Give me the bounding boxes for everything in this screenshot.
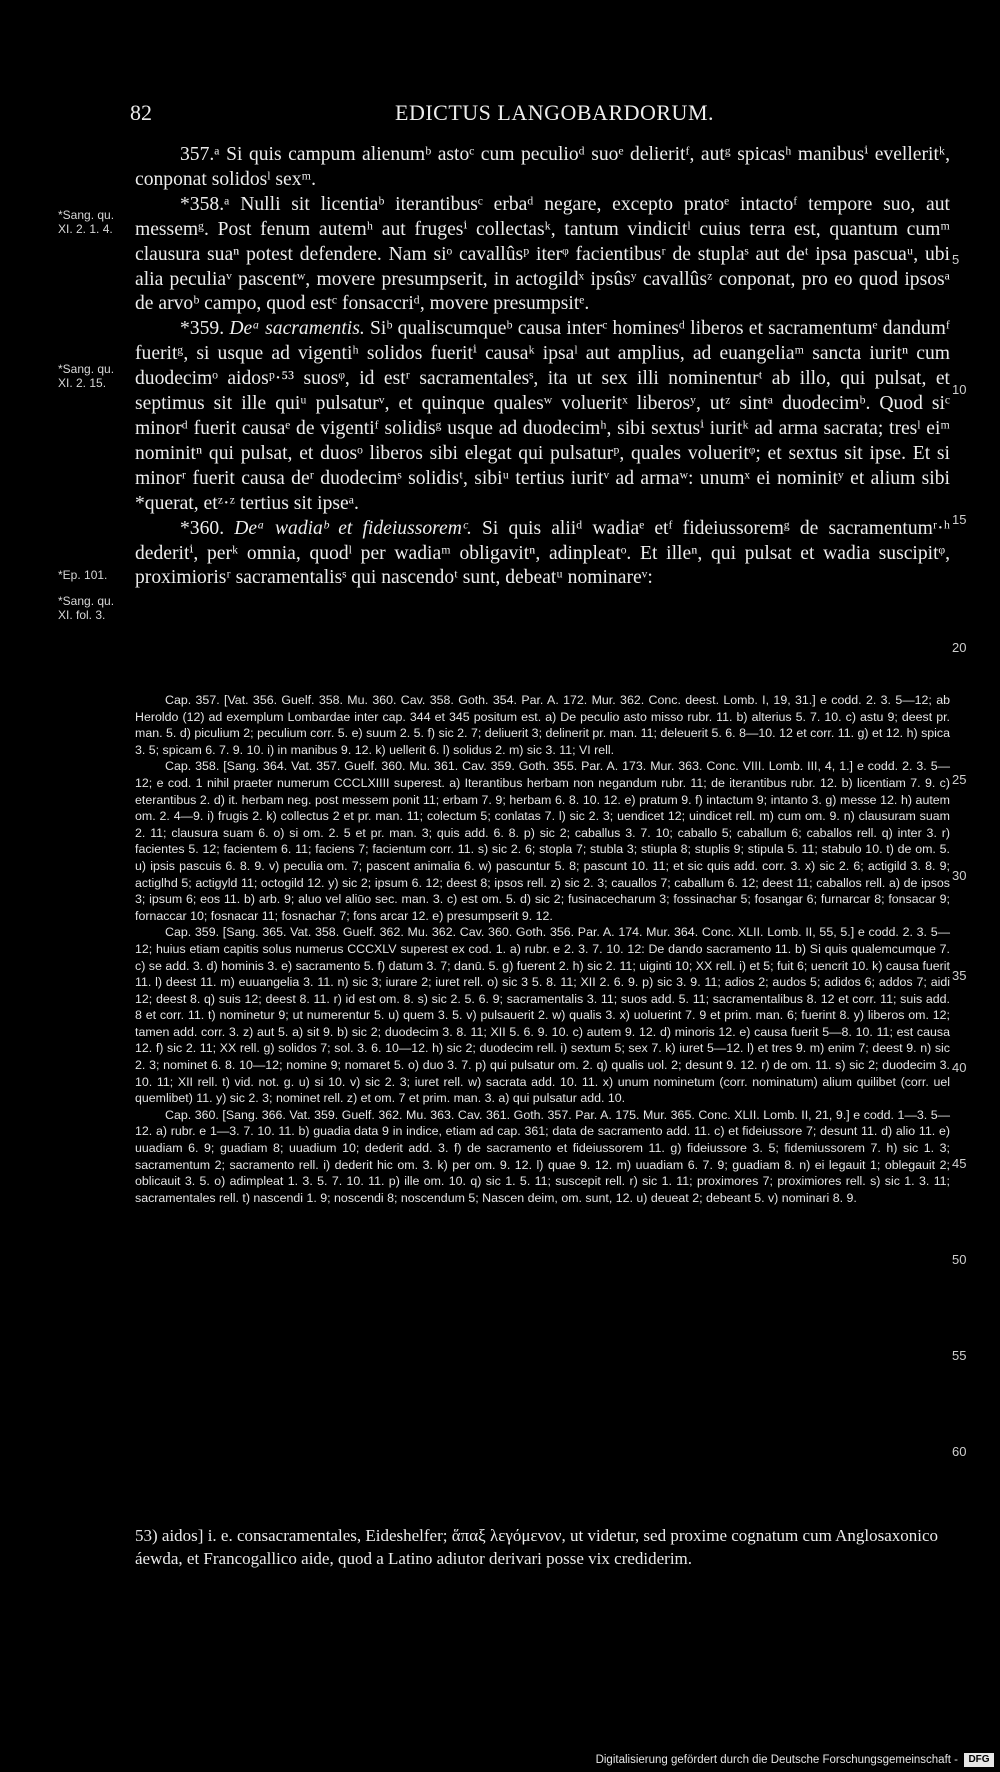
chapter-360 <box>135 517 950 592</box>
line-number: 30 <box>952 868 967 883</box>
chapter-body: Siᵇ qualiscumqueᵇ causa interᶜ hominesᵈ liberos et sacramentumᵉ dandumᶠ fueritᵍ, si usque ad vigentiʰ solidos fueritⁱ causaᵏ ipsaˡ aut amplius, ad euangeliaᵐ sancta iuritⁿ cum duodecimᵒ aidosᵖ·⁵³ suosᵠ, id estʳ sacramentalesˢ, ita ut sex illi nominenturᵗ ab illo, qui pulsat, et septimus sit ille quiᵘ pulsaturᵛ, et quinque qualesʷ volueritˣ liberosʸ, utᶻ sintᵃ duodecimᵇ. Quod siᶜ minorᵈ fuerit causaᵉ de vigentiᶠ solidisᵍ usque ad duodecimʰ, sibi sextusⁱ iuritᵏ ad arma sacrata; tresˡ eiᵐ nominitⁿ qui pulsat, et duosᵒ liberos sibi elegat qui pulsaturᵖ, quales volueritᵠ; et sextus sit ipse. Et si minorʳ fuerit causa deʳ duodecimˢ solidisᵗ, sibiᵘ tertius iuritᵛ ad armaʷ: unumˣ ei nominitʸ et alium sibi *querat, etᶻ·ᶻ tertius sit ipseᵃ. <box>135 318 950 514</box>
apparatus-cap-357: Cap. 357. [Vat. 356. Guelf. 358. Mu. 360. Cav. 358. Goth. 354. Par. A. 172. Mur. 362. Conc. deest. Lomb. I, 19, 31.] e codd. 2. 3. 5—12; ab Heroldo (12) ad exemplum Lombardae inter cap. 344 et 345 positum est. a) De peculio asto misso rubr. 11. b) alterius 5. 7. 10. c) astu 9; deest pr. man. 5. d) piculium 2; peculium corr. 5. e) suum 2. 5. f) sic 2. 7; deliuerit 3; delinerit pr. man. 11; deleuerit 5. 6. 8—10. 12 et corr. 11. g) et 12. h) spica 3. 5; spicam 6. 7. 9. 10. i) in manibus 9. 12. k) uellerit 6. l) solidus 2. m) sic 3. 11; VI rell. <box>135 693 950 757</box>
margin-note-epistle: *Ep. 101. <box>58 568 108 582</box>
line-number: 35 <box>952 968 967 983</box>
apparatus-cap-359: Cap. 359. [Sang. 365. Vat. 358. Guelf. 362. Mu. 362. Cav. 360. Goth. 356. Par. A. 174. Mur. 364. Conc. XLII. Lomb. II, 55, 5.] e codd. 2. 3. 5—12; huius etiam capitis solus numerus CCCXLV superest ex cod. 1. a) rubr. e 2. 3. 7. 10. 12: De dando sacramento 11. b) Si quis qualemcumque 7. c) se add. 3. d) hominis 3. e) sacramento 5. f) datum 3. 7; danū. 5. g) fuerent 2. h) sic 2. 11; uiginti 10; XX rell. i) et 5; fuit 6; uencrit 10. k) causa fuerit 11. l) deest 11. m) euuangelia 3. 11. n) sic 3; iurare 2; iuret rell. o) sic 3 5. 8. 11; XII 2. 6. 9. p) sic 3. 9. 11; adios 2; audos 5; adidos 6; addos 7; aidi 12; deest 8. q) suis 12; deest 8. 11. r) id est om. 8. s) sic 2. 5. 6. 9; sacramentalis 3. 11; suos add. 5. 11; sacramentalibus 8. 12 et corr. 11; suis add. 8 et corr. 11. t) nominetur 9; ut numerentur 5. u) quem 3. 5. v) pulsauerit 2. w) qualis 3. x) uoluerint 7. 9 et prim. man. 6; fuerint 8. y) liberos om. 12; tamen add. corr. 3. z) aut 5. a) sit 9. b) sic 2; duodecim 3. 8. 11; XII 5. 6. 9. 10. c) autem 9. 12. d) minoris 12. e) causa fuerit 5—8. 10. 11; est causa 12. f) sic 2. 11; XX rell. g) solidos 7; sol. 3. 6. 10—12. h) sic 2; duodecim rell. i) sextum 5; sex 7. k) iuret 5—12. l) et tres 9. m) enim 7; deest 9. n) sic 2. 3; nominet 6. 8. 10—12; nomine 9; nomaret 5. o) duo 3. 7. p) qui pulsatur om. 2. q) qualis uol. 2; desunt 9. 12. r) de om. 11. s) sic 2; duodecim 3. 10. 11; XII rell. t) vid. not. g. u) si 10. v) sic 2. 3; iuret rell. w) sacrata add. 10. 11. x) unum nominetum (corr. nominatum) alium quilibet (corr. uel quemlibet) 11. y) sic 2. 3; nominet rell. z) et om. 7 et prim. man. 3. a) qui pulsatur add. 10. <box>135 925 950 1106</box>
chapter-rubric: Deᵃ wadiaᵇ et fideiussoremᶜ. <box>234 517 472 539</box>
chapter-358: *358.ᵃ Nulli sit licentiaᵇ iterantibusᶜ erbaᵈ negare, excepto pratoᵉ intactoᶠ tempore suo, aut messemᵍ. Post fenum autemʰ aut frugesⁱ collectasᵏ, tantum vindicitˡ cuius terra est, quantum cumᵐ clausura suaⁿ potest defendere. Nam siᵒ cavallûsᵖ iterᵠ facientibusʳ de stuplaˢ aut deᵗ ipsa pascuaᵘ, ubi alia peculiaᵛ pascentʷ, movere presumpserit, in actogildˣ ipsûsʸ cavallûsᶻ conponat, pro eo quod ipsosᵃ de arvoᵇ campo, quod estᶜ fonsaccriᵈ, movere presumpsitᵉ. <box>135 193 950 315</box>
chapter-rubric: Deᵃ sacramentis. <box>229 318 365 340</box>
line-number: 45 <box>952 1156 967 1171</box>
dfg-logo: DFG <box>964 1753 994 1767</box>
margin-note-360: *Sang. qu. XI. fol. 3. <box>58 594 115 622</box>
line-number: 15 <box>952 512 967 527</box>
line-number: 25 <box>952 772 967 787</box>
running-title: EDICTUS LANGOBARDORUM. <box>395 100 715 125</box>
critical-apparatus <box>135 692 950 1206</box>
chapter-body: Si quis aliiᵈ wadiaᵉ etᶠ fideiussoremᵍ de sacramentumʳ·ʰ dederitⁱ, perᵏ omnia, quodˡ per wadiaᵐ obligavitⁿ, adinpleatᵒ. Et illeⁿ, qui pulsat et wadia suscipitᵠ, proximiorisʳ sacramentalisˢ qui nascendoᵗ sunt, debeatᵘ nominareᵛ: <box>135 517 950 589</box>
chapter-number: *359. <box>180 318 225 340</box>
margin-note-359: *Sang. qu. XI. 2. 15. <box>58 362 115 390</box>
digitization-credit: Digitalisierung gefördert durch die Deutsche Forschungsgemeinschaft - <box>595 1754 958 1766</box>
line-number: 20 <box>952 640 967 655</box>
footnote-53: 53) aidos] i. e. consacramentales, Eideshelfer; ἅπαξ λεγόμενον, ut videtur, sed proxime cognatum cum Anglosaxonico áewda, et Francogallico aide, quod a Latino adiutor derivari posse vix crediderim. <box>135 1526 939 1568</box>
line-number: 40 <box>952 1060 967 1075</box>
apparatus-cap-358: Cap. 358. [Sang. 364. Vat. 357. Guelf. 360. Mu. 361. Cav. 359. Goth. 355. Par. A. 173. Mur. 363. Conc. VIII. Lomb. III, 4, 1.] e codd. 2. 3. 5—12; e cod. 1 nihil praeter numerum CCCLXIIII superest. a) Iterantibus herbam non negandum rubr. 11; de iterantibus rubr. 12. b) licentiam 7. 9. c) eterantibus 2. d) it. herbam neg. post messem ponit 11; erbam 7. 9; herbam 6. 8. 10. 12. e) pratum 9. f) intactum 9; intanto 3. g) messe 12. h) autem om. 2. 4—9. i) frugis 2. k) collectus 2 et pr. man. 11; colectum 5; conlatas 7. l) sic 2. 3; uendicet 12; uindicet rell. m) cum om. 9. n) clausuram suam 2. 11; clausura suam 6. o) si om. 2. 5 et pr. man. 3; quis add. 6. 8. p) sic 2; caballus 3. 7. 10; caballo 5; caballum 6; caballos rell. q) inter 3. r) facientes 5. 12; facientem 6. 11; faciens 7; facientum corr. 11. s) sic 2. 6; stopla 7; stubla 3; stiupla 8; stuplis 9; stipula 5. 11; stabulo 10. t) de om. 5. u) ipsis pascuis 6. 8. 9. v) peculia om. 7; pascent animalia 6. w) pascuntur 5. 8; pascunt 10. 11; et sic quis add. corr. 3. x) sic 2. 6; actigild 3. 8. 9; actiglhd 5; actigyld 11; octogild 12. y) sic 2; ipsum 6. 12; deest 8; ipsos rell. z) sic 2. 3; cauallos 7; caballum 6. 12; deest 11; caballos rell. a) de ipsos 3; ipsum 6; eos 11. b) arb. 9; aluo vel aliūo sec. man. 3. c) est om. 5. d) sic 2; fusinacecharum 3; fossinachar 5; fosangar 6; furnarcar 8; fonsacar 9; fornaccar 10; fosnacar 11; fosnachar 7; fons arcar 12. e) presumpserit 9. 12. <box>135 759 950 923</box>
line-number: 50 <box>952 1252 967 1267</box>
edict-text <box>135 143 950 591</box>
chapter-number: *360. <box>180 517 225 539</box>
chapter-357: 357.ᵃ Si quis campum alienumᵇ astoᶜ cum peculioᵈ suoᵉ delieritᶠ, autᵍ spicasʰ manibusⁱ evelleritᵏ, conponat solidosˡ sexᵐ. <box>135 144 950 190</box>
line-number: 10 <box>952 382 967 397</box>
line-number: 55 <box>952 1348 967 1363</box>
margin-note-358: *Sang. qu. XI. 2. 1. 4. <box>58 208 115 236</box>
line-number: 5 <box>952 252 960 267</box>
page-number: 82 <box>130 100 152 125</box>
line-number: 60 <box>952 1444 967 1459</box>
chapter-359 <box>135 317 950 516</box>
apparatus-cap-360: Cap. 360. [Sang. 366. Vat. 359. Guelf. 362. Mu. 363. Cav. 361. Goth. 357. Par. A. 175. Mur. 365. Conc. XLII. Lomb. II, 21, 9.] e codd. 1—3. 5—12. a) rubr. e 1—3. 7. 10. 11. b) guadia data 9 in indice, etiam ad cap. 361; data de sacramento add. 11. c) et fideiussore 7; desunt 11. d) alio 11. e) uuadiam 6. 9; guadiam 8; uuadium 10; dederit add. 3. f) de sacramento et fideiussorem 11. g) fideiussore 3. 5; fidemiussorem 7. h) sic 1. 3; sacramentum 2; sacramento rell. i) dederit hic om. 3. k) per om. 9. 12. l) quae 9. 12. m) uuadiam 6. 7. 9; guadiam 8. n) ei legauit 1; oblegauit 2; oblicauit 3. 5. o) adimpleat 1. 3. 5. 7. 10. 11. p) ille om. 10. q) sic 1. 5. 11; suscepit rell. r) sic 1. 11; proximores 7; proximiores rell. s) sic 1. 3. 11; sacramentales rell. t) nascendi 1. 9; noscendi 8; noscendum 5; Nascen deim, om. sunt, 12. u) deueat 2; debeant 5. v) nominari 8. 9. <box>135 1107 950 1205</box>
